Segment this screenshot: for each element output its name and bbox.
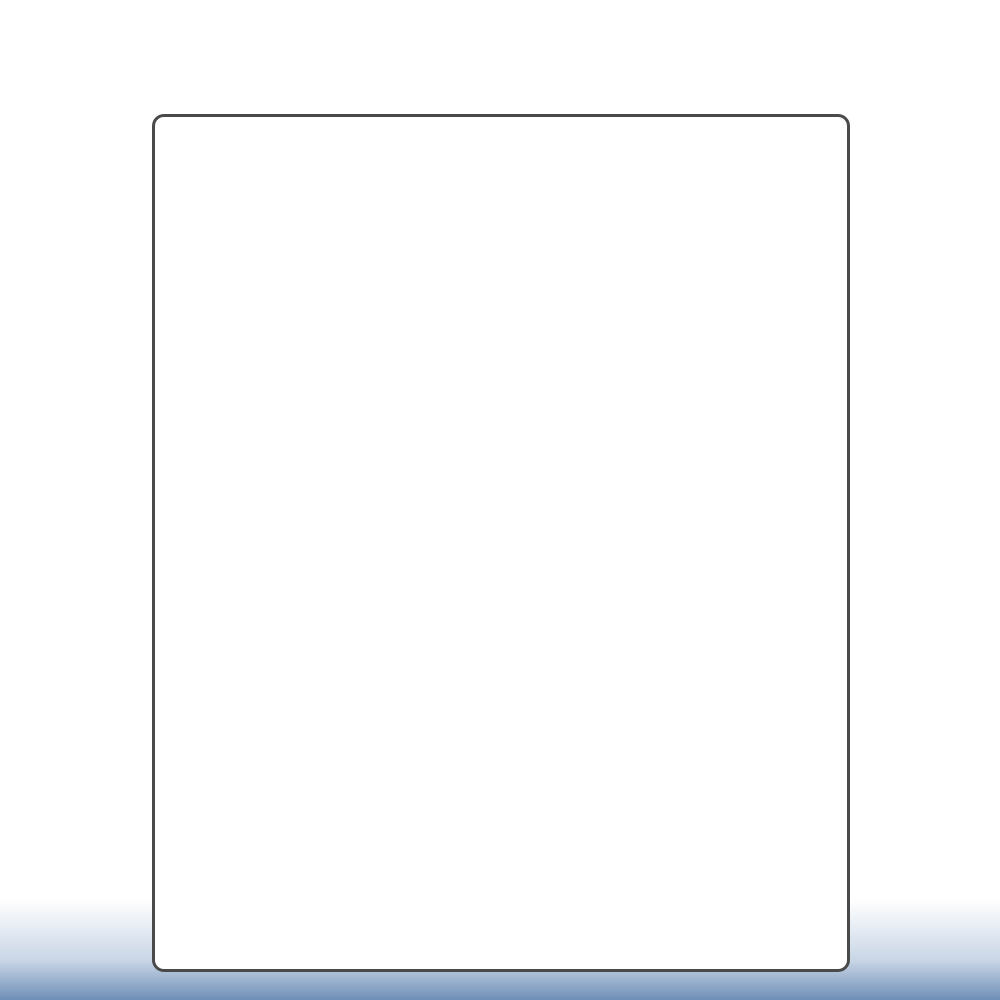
instruction-table xyxy=(152,114,850,972)
